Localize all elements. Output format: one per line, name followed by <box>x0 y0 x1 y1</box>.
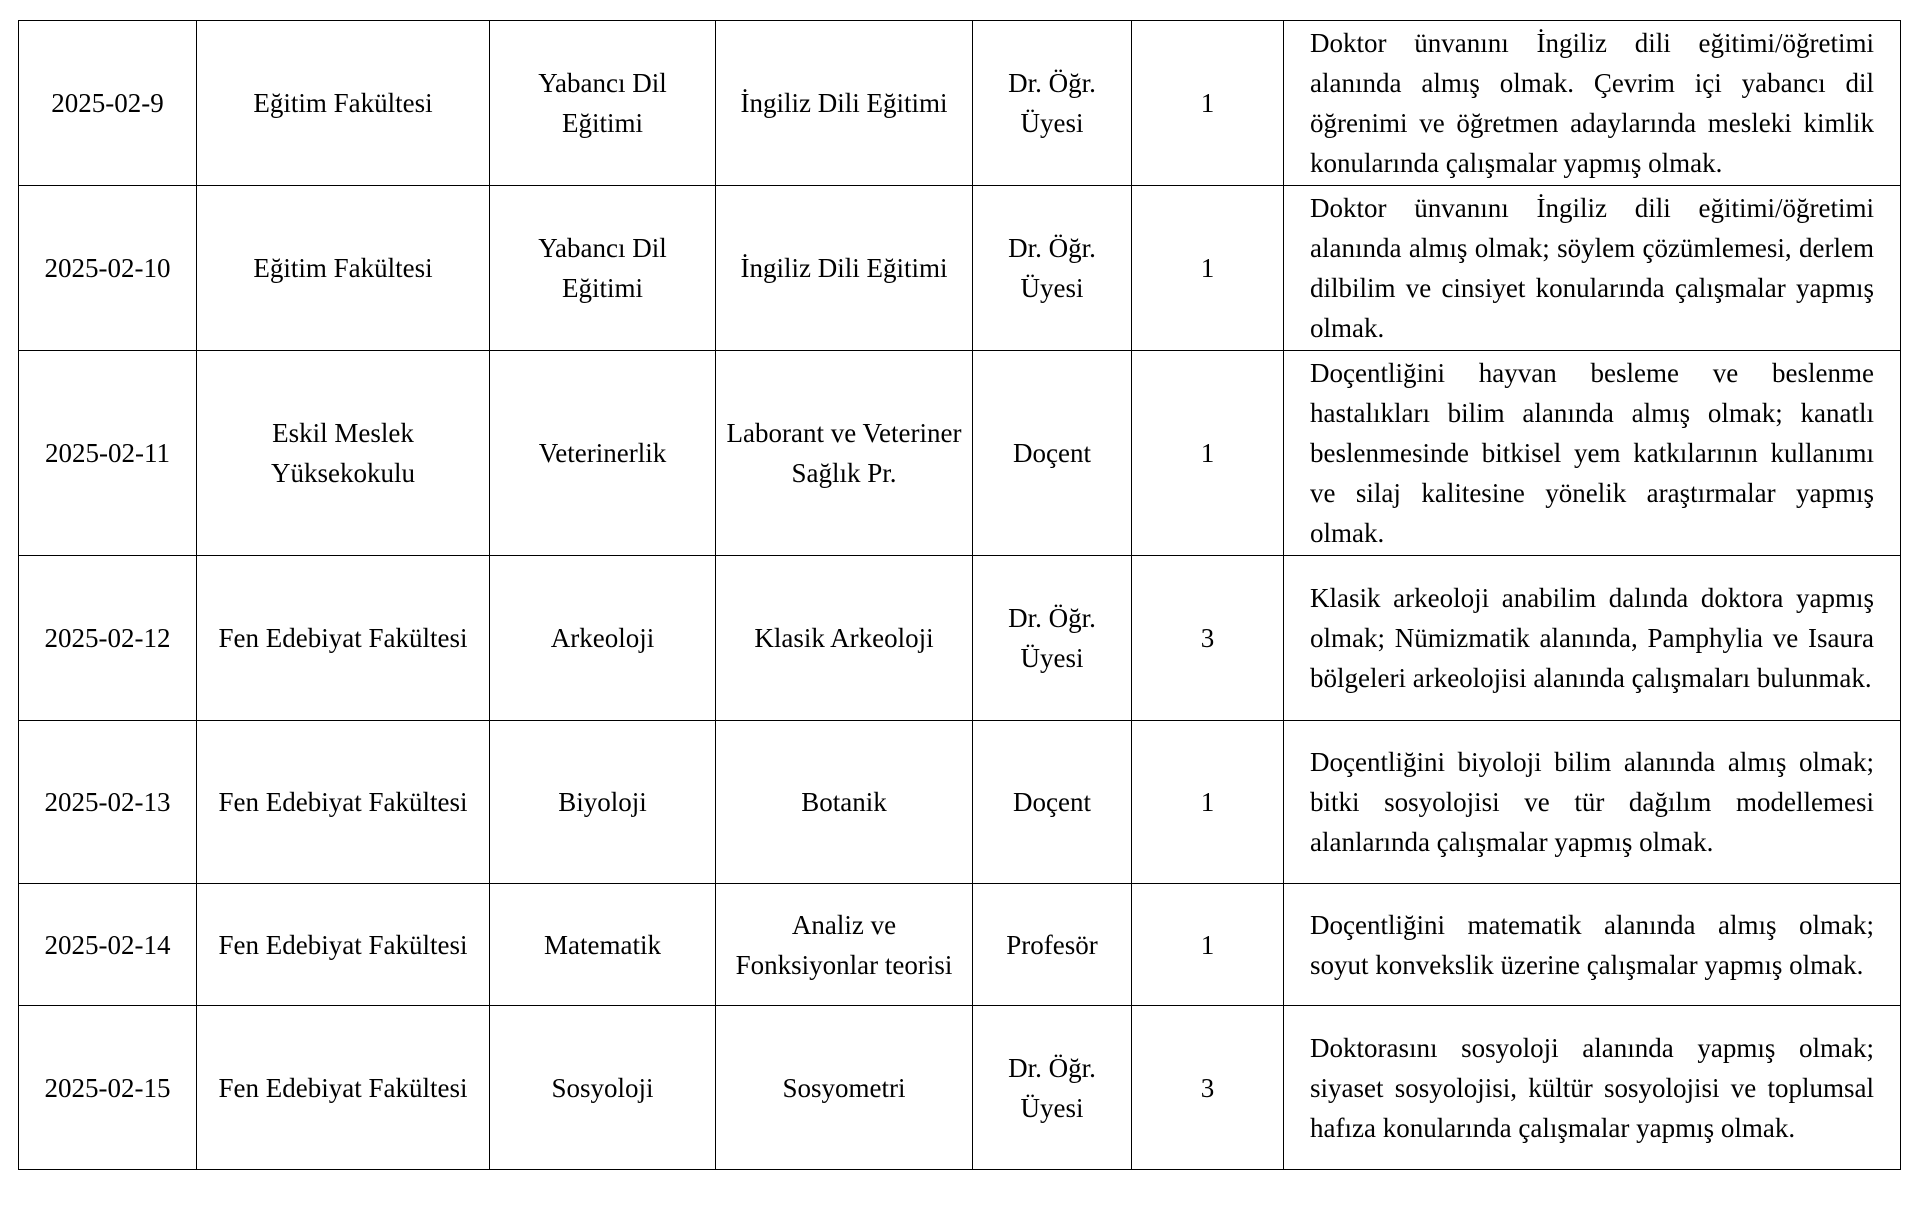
cell-title: Doçent <box>973 721 1132 884</box>
cell-department: Veterinerlik <box>490 351 716 556</box>
table-row <box>19 884 1901 1006</box>
table-row <box>19 21 1901 186</box>
cell-requirement: Doktorasını sosyoloji alanında yapmış olmak; siyaset sosyolojisi, kültür sosyolojisi ve toplumsal hafıza konularında çalışmalar yapmış olmak. <box>1284 1006 1901 1170</box>
cell-field: İngiliz Dili Eğitimi <box>716 186 973 351</box>
cell-title: Dr. Öğr. Üyesi <box>973 186 1132 351</box>
cell-department: Yabancı Dil Eğitimi <box>490 21 716 186</box>
table-row <box>19 721 1901 884</box>
cell-title: Dr. Öğr. Üyesi <box>973 556 1132 721</box>
table-row <box>19 351 1901 556</box>
cell-unit: Fen Edebiyat Fakültesi <box>197 556 490 721</box>
cell-code: 2025-02-11 <box>19 351 197 556</box>
cell-field: Laborant ve Veteriner Sağlık Pr. <box>716 351 973 556</box>
table-row <box>19 556 1901 721</box>
cell-code: 2025-02-13 <box>19 721 197 884</box>
cell-code: 2025-02-12 <box>19 556 197 721</box>
cell-code: 2025-02-9 <box>19 21 197 186</box>
cell-code: 2025-02-15 <box>19 1006 197 1170</box>
cell-count: 1 <box>1132 186 1284 351</box>
cell-field: Klasik Arkeoloji <box>716 556 973 721</box>
cell-title: Profesör <box>973 884 1132 1006</box>
cell-count: 3 <box>1132 556 1284 721</box>
cell-requirement: Doçentliğini biyoloji bilim alanında almış olmak; bitki sosyolojisi ve tür dağılım modellemesi alanlarında çalışmalar yapmış olmak. <box>1284 721 1901 884</box>
cell-code: 2025-02-10 <box>19 186 197 351</box>
cell-unit: Eğitim Fakültesi <box>197 21 490 186</box>
cell-unit: Fen Edebiyat Fakültesi <box>197 1006 490 1170</box>
cell-department: Yabancı Dil Eğitimi <box>490 186 716 351</box>
table-row <box>19 1006 1901 1170</box>
cell-requirement: Doktor ünvanını İngiliz dili eğitimi/öğretimi alanında almış olmak; söylem çözümlemesi, derlem dilbilim ve cinsiyet konularında çalışmalar yapmış olmak. <box>1284 186 1901 351</box>
cell-field: Botanik <box>716 721 973 884</box>
cell-unit: Eğitim Fakültesi <box>197 186 490 351</box>
cell-department: Arkeoloji <box>490 556 716 721</box>
cell-requirement: Doktor ünvanını İngiliz dili eğitimi/öğretimi alanında almış olmak. Çevrim içi yabancı dil öğrenimi ve öğretmen adaylarında mesleki kimlik konularında çalışmalar yapmış olmak. <box>1284 21 1901 186</box>
cell-department: Matematik <box>490 884 716 1006</box>
cell-count: 3 <box>1132 1006 1284 1170</box>
cell-unit: Fen Edebiyat Fakültesi <box>197 721 490 884</box>
cell-title: Dr. Öğr. Üyesi <box>973 21 1132 186</box>
cell-field: Analiz ve Fonksiyonlar teorisi <box>716 884 973 1006</box>
cell-field: Sosyometri <box>716 1006 973 1170</box>
cell-department: Sosyoloji <box>490 1006 716 1170</box>
positions-table <box>18 20 1901 1170</box>
cell-title: Dr. Öğr. Üyesi <box>973 1006 1132 1170</box>
cell-title: Doçent <box>973 351 1132 556</box>
cell-count: 1 <box>1132 721 1284 884</box>
cell-count: 1 <box>1132 351 1284 556</box>
cell-code: 2025-02-14 <box>19 884 197 1006</box>
cell-requirement: Doçentliğini matematik alanında almış olmak; soyut konvekslik üzerine çalışmalar yapmış olmak. <box>1284 884 1901 1006</box>
cell-department: Biyoloji <box>490 721 716 884</box>
table-row <box>19 186 1901 351</box>
cell-unit: Fen Edebiyat Fakültesi <box>197 884 490 1006</box>
cell-unit: Eskil Meslek Yüksekokulu <box>197 351 490 556</box>
cell-field: İngiliz Dili Eğitimi <box>716 21 973 186</box>
cell-count: 1 <box>1132 21 1284 186</box>
cell-requirement: Doçentliğini hayvan besleme ve beslenme hastalıkları bilim alanında almış olmak; kanatlı beslenmesinde bitkisel yem katkılarının kullanımı ve silaj kalitesine yönelik araştırmalar yapmış olmak. <box>1284 351 1901 556</box>
cell-count: 1 <box>1132 884 1284 1006</box>
cell-requirement: Klasik arkeoloji anabilim dalında doktora yapmış olmak; Nümizmatik alanında, Pamphylia ve Isaura bölgeleri arkeolojisi alanında çalışmaları bulunmak. <box>1284 556 1901 721</box>
